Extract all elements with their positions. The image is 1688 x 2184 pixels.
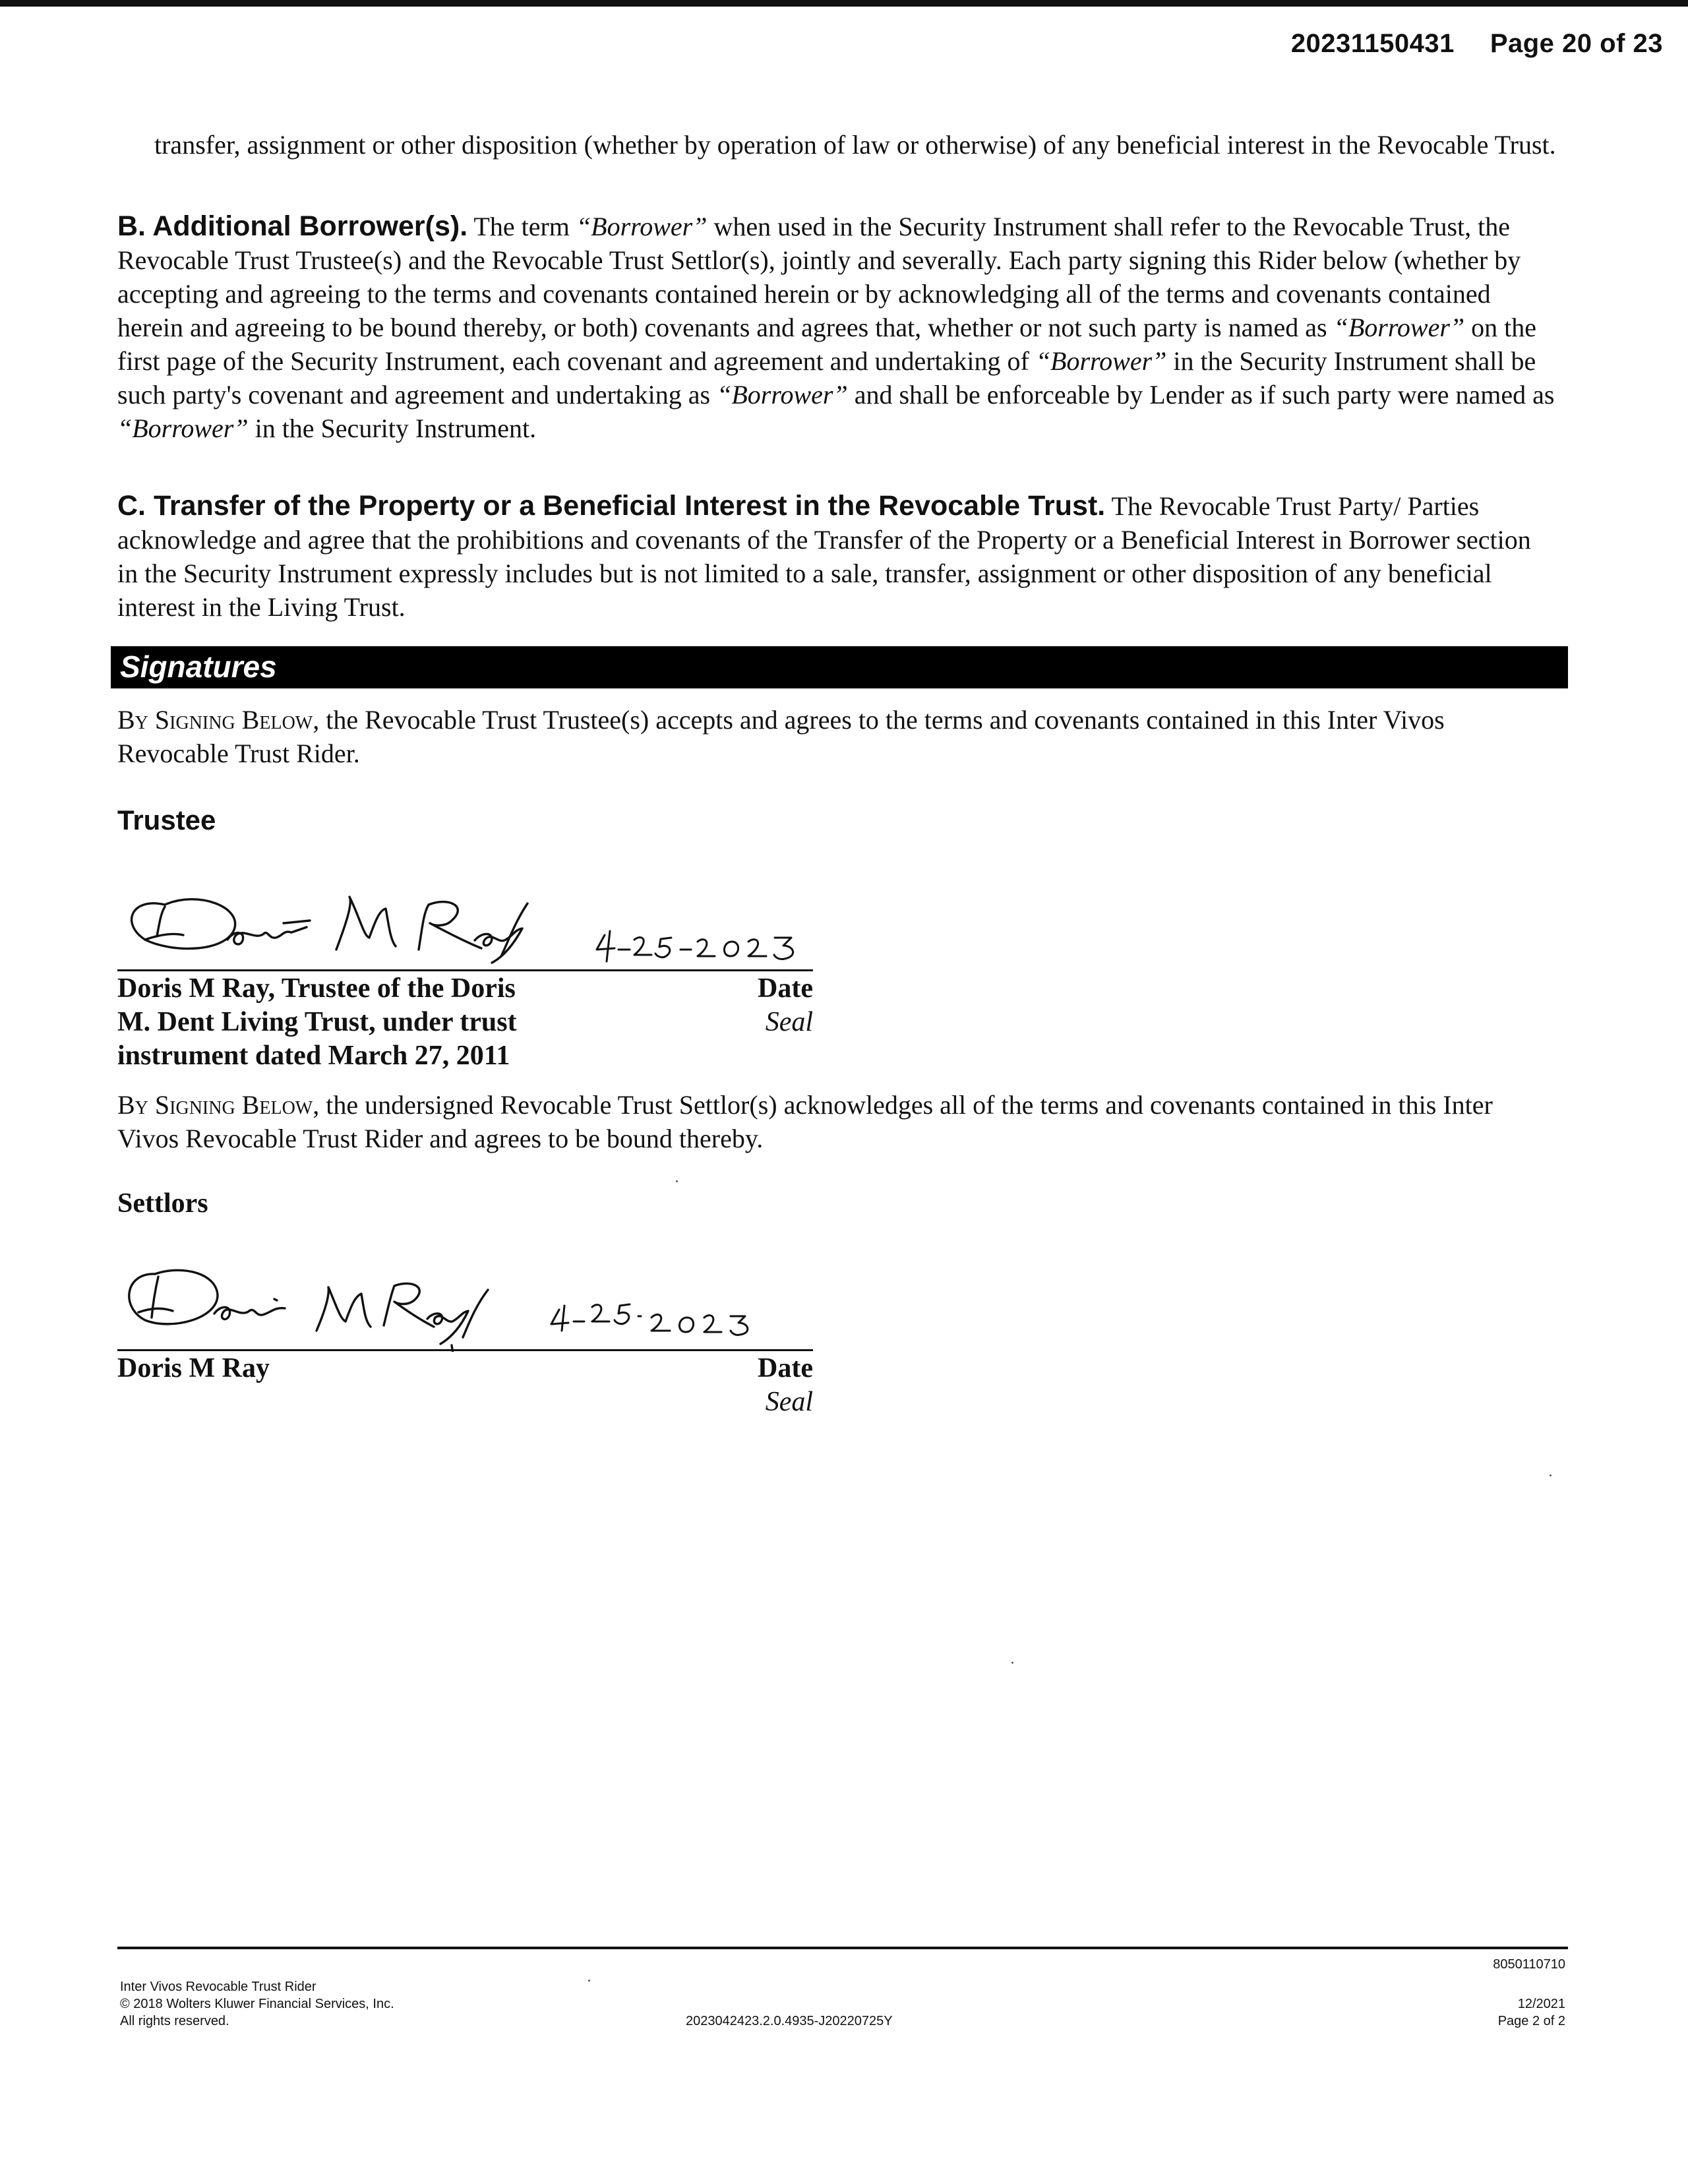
date-label: Date bbox=[758, 1353, 813, 1383]
rights-notice: All rights reserved. bbox=[120, 2014, 229, 2028]
by-signing-below: By Signing Below bbox=[117, 1090, 313, 1120]
trustee-signature-image bbox=[119, 877, 831, 976]
trustee-acknowledgement-text bbox=[117, 703, 1555, 770]
section-b-heading: B. Additional Borrower(s). bbox=[117, 210, 468, 242]
section-c-paragraph bbox=[117, 489, 1555, 624]
footer-rule bbox=[117, 1947, 1568, 1949]
document-code: 2023042423.2.0.4935-J20220725Y bbox=[686, 2014, 893, 2028]
seal-label: Seal bbox=[765, 1387, 813, 1417]
trustee-clause: , the Revocable Trust Trustee(s) accepts and agrees to the terms and covenants contained in this Inter Vivos Revocable Trust Rider. bbox=[117, 705, 1445, 768]
scan-speck bbox=[1011, 1662, 1013, 1664]
section-b-paragraph bbox=[117, 210, 1555, 445]
continued-paragraph bbox=[117, 128, 1592, 162]
scan-speck bbox=[676, 1180, 678, 1182]
section-b bbox=[117, 210, 1555, 445]
by-signing-below: By Signing Below bbox=[117, 705, 313, 735]
borrower-term: “Borrower” bbox=[117, 413, 249, 443]
trustee-name-line: Doris M Ray, Trustee of the Doris bbox=[117, 973, 516, 1004]
section-b-text: The term bbox=[467, 212, 576, 241]
borrower-term: “Borrower” bbox=[717, 380, 848, 410]
section-c-text: The Revocable Trust Party/ Parties acknowledge and agree that the prohibitions and covenants of the Transfer of the Property or a Beneficial Interest in Borrower section in the Security Instrument expressly includes but is not limited to a sale, transfer, assignment or other disposition of any beneficial interest in the Living Trust. bbox=[117, 491, 1531, 622]
document-number: 20231150431 bbox=[1290, 29, 1455, 58]
trustee-heading: Trustee bbox=[117, 804, 216, 835]
form-title: Inter Vivos Revocable Trust Rider bbox=[120, 1980, 316, 1994]
signatures-header-bar bbox=[111, 646, 1568, 688]
footer-left bbox=[120, 1978, 394, 2030]
section-b-text: on the first page of the Security Instrument, each covenant and agreement and undertaking of bbox=[117, 313, 1537, 376]
scan-top-edge bbox=[0, 0, 1688, 7]
settlor-signature-image bbox=[119, 1253, 831, 1352]
footer-right bbox=[1498, 1995, 1565, 2030]
page-count: Page 20 of 23 bbox=[1490, 29, 1663, 58]
trustee-name-block bbox=[117, 972, 579, 1073]
section-c-heading: C. Transfer of the Property or a Beneficial Interest in the Revocable Trust. bbox=[117, 490, 1106, 522]
trustee-name-line: M. Dent Living Trust, under trust bbox=[117, 1007, 517, 1037]
settlor-signature-line bbox=[117, 1349, 813, 1351]
scan-speck bbox=[588, 1980, 590, 1982]
revision-date: 12/2021 bbox=[1517, 1997, 1565, 2011]
settlor-clause: , the undersigned Revocable Trust Settlor(s) acknowledges all of the terms and covenants contained in this Inter Vivos Revocable Trust Rider and agrees to be bound thereby. bbox=[117, 1090, 1493, 1153]
section-b-text: and shall be enforceable by Lender as if such party were named as bbox=[847, 380, 1555, 410]
date-label: Date bbox=[758, 973, 813, 1004]
form-number: 8050110710 bbox=[1493, 1957, 1565, 1972]
continued-text: transfer, assignment or other disposition (whether by operation of law or otherwise) of any beneficial interest in the Revocable Trust. bbox=[154, 130, 1556, 160]
scan-speck bbox=[1550, 1474, 1552, 1476]
settlor-name: Doris M Ray bbox=[117, 1353, 270, 1383]
section-c bbox=[117, 489, 1555, 624]
recording-header bbox=[1291, 29, 1663, 59]
borrower-term: “Borrower” bbox=[1035, 346, 1167, 376]
seal-label: Seal bbox=[765, 1007, 813, 1037]
signatures-title: Signatures bbox=[120, 650, 277, 684]
trustee-acknowledgement bbox=[117, 703, 1555, 770]
settlor-date-seal bbox=[615, 1352, 813, 1419]
settlors-heading: Settlors bbox=[117, 1188, 208, 1219]
settlor-acknowledgement-text bbox=[117, 1088, 1555, 1155]
borrower-term: “Borrower” bbox=[576, 212, 708, 241]
section-b-text: in the Security Instrument shall be such party's covenant and agreement and undertaking as bbox=[117, 346, 1536, 410]
section-b-text: in the Security Instrument. bbox=[248, 413, 537, 443]
settlor-acknowledgement bbox=[117, 1088, 1555, 1155]
copyright: © 2018 Wolters Kluwer Financial Services, Inc. bbox=[120, 1997, 394, 2011]
page-of: Page 2 of 2 bbox=[1497, 2014, 1565, 2028]
section-b-text: when used in the Security Instrument shall refer to the Revocable Trust, the Revocable Trust Trustee(s) and the Revocable Trust Settlor(s), jointly and severally. Each party signing this Rider below (whether by accepting and agreeing to the terms and covenants contained herein or by acknowledging all of the terms and covenants contained herein and agreeing to be bound thereby, or both) covenants and agrees that, whether or not such party is named as bbox=[117, 212, 1521, 342]
trustee-signature-line bbox=[117, 969, 813, 971]
trustee-date-seal bbox=[615, 972, 813, 1039]
trustee-name-line: instrument dated March 27, 2011 bbox=[117, 1041, 510, 1071]
borrower-term: “Borrower” bbox=[1333, 313, 1465, 342]
